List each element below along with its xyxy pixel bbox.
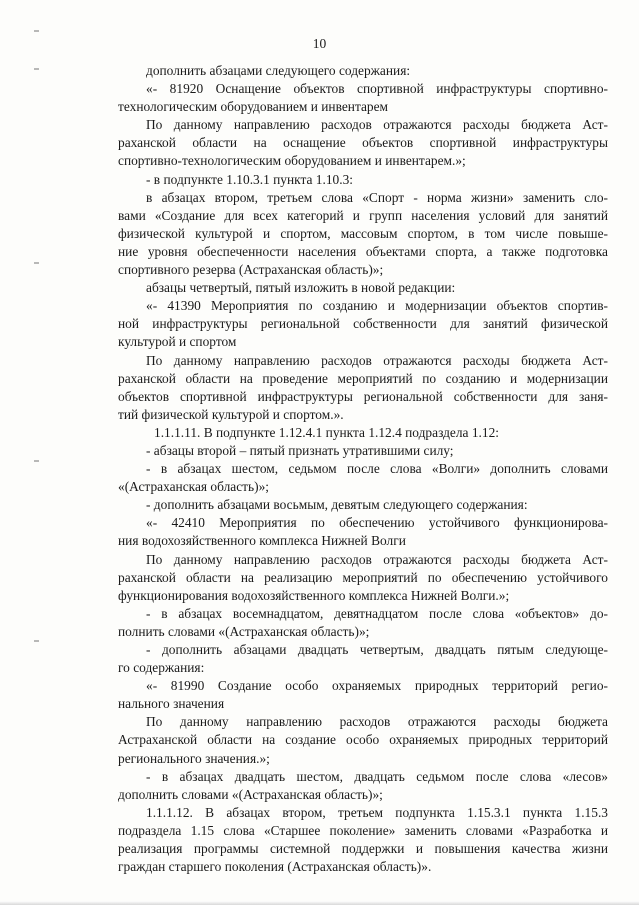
- scan-mark: [34, 640, 39, 642]
- text-line: вами «Создание для всех категорий и групп населения условий для занятий: [118, 207, 608, 223]
- text-line: - в подпункте 1.10.3.1 пункта 1.10.3:: [146, 171, 353, 187]
- scan-mark: [34, 30, 39, 32]
- scan-mark: [34, 262, 39, 264]
- text-line: «- 81920 Оснащение объектов спортивной инфраструктуры спортивно-: [146, 81, 608, 97]
- text-line: По данному направлению расходов отражаются расходы бюджета: [146, 714, 608, 730]
- text-line: регионального значения.»;: [118, 750, 270, 766]
- text-line: реализация программы системной поддержки и повышения качества жизни: [118, 841, 608, 857]
- text-line: «- 41390 Мероприятия по созданию и модернизации объектов спортив-: [146, 298, 608, 314]
- text-line: спортивного резерва (Астраханская область)»;: [118, 262, 384, 278]
- text-line: подраздела 1.15 слова «Старшее поколение» заменить словами «Разработка и: [118, 822, 608, 838]
- text-line: - дополнить абзацами восьмым, девятым следующего содержания:: [146, 497, 528, 513]
- text-line: объектов спортивной инфраструктуры региональной собственности для заня-: [118, 388, 608, 404]
- text-line: абзацы четвертый, пятый изложить в новой редакции:: [146, 280, 456, 296]
- text-line: 1.1.1.12. В абзацах втором, третьем подпункта 1.15.3.1 пункта 1.15.3: [146, 804, 608, 820]
- text-line: спортивно-технологическим оборудованием и инвентарем.»;: [118, 153, 466, 169]
- text-line: раханской области на реализацию мероприятий по обеспечению устойчивого: [118, 569, 608, 585]
- text-line: ния водохозяйственного комплекса Нижней Волги: [118, 533, 406, 549]
- text-line: По данному направлению расходов отражаются расходы бюджета Аст-: [146, 352, 608, 368]
- text-line: раханской области на оснащение объектов спортивной инфраструктуры: [118, 135, 608, 151]
- text-line: ние уровня обеспеченности населения объектами спорта, а также подготовка: [118, 243, 608, 259]
- text-line: - дополнить абзацами двадцать четвертым, двадцать пятым следующе-: [146, 642, 608, 657]
- text-line: физической культурой и спортом, массовым спортом, в том числе повыше-: [118, 225, 608, 241]
- text-line: технологическим оборудованием и инвентарем: [118, 99, 389, 115]
- scan-edge: [0, 901, 639, 905]
- text-line: дополнить абзацами следующего содержания:: [146, 63, 411, 78]
- text-line: - в абзацах двадцать шестом, двадцать седьмом после слова «лесов»: [146, 768, 608, 784]
- document-body: [118, 62, 608, 876]
- text-line: - абзацы второй – пятый признать утратившими силу;: [146, 442, 454, 458]
- text-line: тий физической культурой и спортом.».: [118, 406, 344, 422]
- scan-mark: [34, 460, 39, 462]
- text-line: в абзацах втором, третьем слова «Спорт - норма жизни» заменить сло-: [146, 189, 608, 205]
- text-line: ной инфраструктуры региональной собственности для занятий физической: [118, 316, 608, 332]
- text-line: 1.1.1.11. В подпункте 1.12.4.1 пункта 1.12.4 подраздела 1.12:: [154, 424, 499, 440]
- text-line: полнить словами «(Астраханская область)»;: [118, 623, 370, 639]
- text-line: дополнить словами «(Астраханская область)»;: [118, 786, 383, 802]
- text-line: го содержания:: [118, 660, 205, 676]
- text-line: функционирования водохозяйственного комплекса Нижней Волги.»;: [118, 587, 510, 603]
- scan-mark: [34, 68, 39, 70]
- text-line: нального значения: [118, 696, 225, 712]
- text-line: - в абзацах восемнадцатом, девятнадцатом после слова «объектов» до-: [146, 605, 608, 621]
- text-line: граждан старшего поколения (Астраханская область)».: [118, 859, 432, 875]
- text-line: Астраханской области на создание особо охраняемых природных территорий: [118, 732, 608, 748]
- text-line: По данному направлению расходов отражаются расходы бюджета Аст-: [146, 117, 608, 133]
- text-line: «- 42410 Мероприятия по обеспечению устойчивого функционирова-: [146, 515, 608, 531]
- text-line: - в абзацах шестом, седьмом после слова «Волги» дополнить словами: [146, 461, 608, 477]
- text-line: раханской области на проведение мероприятий по созданию и модернизации: [118, 370, 608, 386]
- text-line: По данному направлению расходов отражаются расходы бюджета Аст-: [146, 551, 608, 567]
- text-line: «(Астраханская область)»;: [118, 479, 269, 495]
- text-line: культурой и спортом: [118, 334, 237, 350]
- page-number: 10: [312, 36, 327, 51]
- text-line: «- 81990 Создание особо охраняемых природных территорий регио-: [146, 678, 608, 694]
